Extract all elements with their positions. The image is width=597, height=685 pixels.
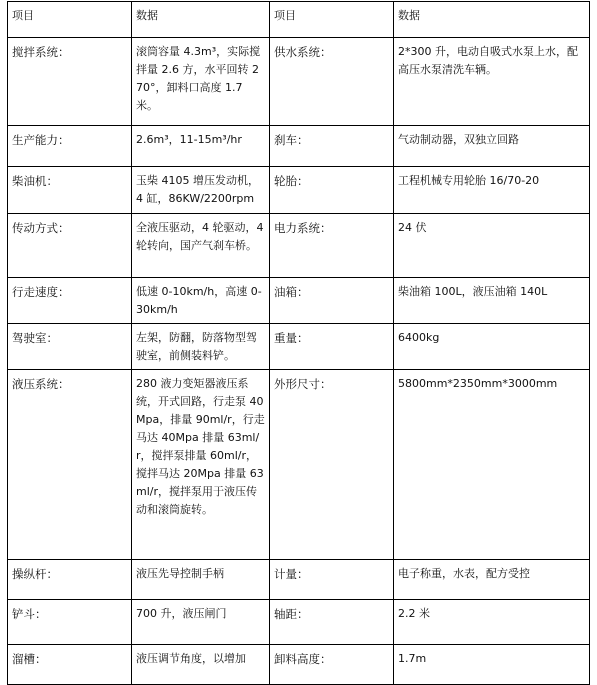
header-row <box>8 2 590 38</box>
header-item-2: 项目 <box>270 2 394 38</box>
spec-label: 柴油机： <box>8 167 132 214</box>
table-row <box>8 560 590 600</box>
spec-value: 玉柴 4105 增压发动机，4 缸，86KW/2200rpm <box>132 167 270 214</box>
table-row <box>8 370 590 560</box>
spec-label: 操纵杆： <box>8 560 132 600</box>
spec-label: 油箱： <box>270 278 394 324</box>
spec-value: 电子称重，水表，配方受控 <box>394 560 590 600</box>
spec-label: 生产能力： <box>8 126 132 167</box>
spec-label: 卸料高度： <box>270 645 394 685</box>
table-row <box>8 214 590 278</box>
spec-value: 滚筒容量 4.3m³，实际搅拌量 2.6 方，水平回转 270°，卸料口高度 1.7 米。 <box>132 38 270 126</box>
spec-label: 外形尺寸： <box>270 370 394 560</box>
spec-value: 低速 0-10km/h，高速 0-30km/h <box>132 278 270 324</box>
spec-label: 轮胎： <box>270 167 394 214</box>
spec-label: 液压系统： <box>8 370 132 560</box>
spec-value: 气动制动器，双独立回路 <box>394 126 590 167</box>
spec-value: 柴油箱 100L，液压油箱 140L <box>394 278 590 324</box>
header-data-2: 数据 <box>394 2 590 38</box>
spec-label: 计量： <box>270 560 394 600</box>
spec-value: 700 升，液压闸门 <box>132 600 270 645</box>
table-row <box>8 600 590 645</box>
spec-value: 5800mm*2350mm*3000mm <box>394 370 590 560</box>
spec-label: 铲斗： <box>8 600 132 645</box>
spec-label: 传动方式： <box>8 214 132 278</box>
spec-value: 工程机械专用轮胎 16/70-20 <box>394 167 590 214</box>
spec-label: 驾驶室： <box>8 324 132 370</box>
spec-label: 刹车： <box>270 126 394 167</box>
spec-table-body <box>8 2 590 685</box>
spec-value: 2.6m³，11-15m³/hr <box>132 126 270 167</box>
spec-value: 液压调节角度，以增加 <box>132 645 270 685</box>
spec-label: 供水系统： <box>270 38 394 126</box>
spec-table <box>7 1 590 685</box>
table-row <box>8 324 590 370</box>
spec-value: 2.2 米 <box>394 600 590 645</box>
table-row <box>8 645 590 685</box>
header-data-1: 数据 <box>132 2 270 38</box>
spec-label: 电力系统： <box>270 214 394 278</box>
spec-value: 24 伏 <box>394 214 590 278</box>
spec-value: 2*300 升，电动自吸式水泵上水，配高压水泵清洗车辆。 <box>394 38 590 126</box>
spec-value: 1.7m <box>394 645 590 685</box>
table-row <box>8 38 590 126</box>
spec-label: 溜槽： <box>8 645 132 685</box>
spec-label: 轴距： <box>270 600 394 645</box>
header-item-1: 项目 <box>8 2 132 38</box>
spec-value: 液压先导控制手柄 <box>132 560 270 600</box>
table-row <box>8 278 590 324</box>
spec-value: 280 液力变矩器液压系统，开式回路，行走泵 40Mpa，排量 90ml/r，行走马达 40Mpa 排量 63ml/r，搅拌泵排量 60ml/r，搅拌马达 20Mpa 排量 63ml/r，搅拌泵用于液压传动和滚筒旋转。 <box>132 370 270 560</box>
spec-value: 6400kg <box>394 324 590 370</box>
spec-value: 全液压驱动，4 轮驱动，4 轮转向，国产气刹车桥。 <box>132 214 270 278</box>
spec-label: 重量： <box>270 324 394 370</box>
table-row <box>8 167 590 214</box>
spec-label: 搅拌系统： <box>8 38 132 126</box>
spec-value: 左架，防翻，防落物型驾驶室，前侧装料铲。 <box>132 324 270 370</box>
table-row <box>8 126 590 167</box>
spec-label: 行走速度： <box>8 278 132 324</box>
